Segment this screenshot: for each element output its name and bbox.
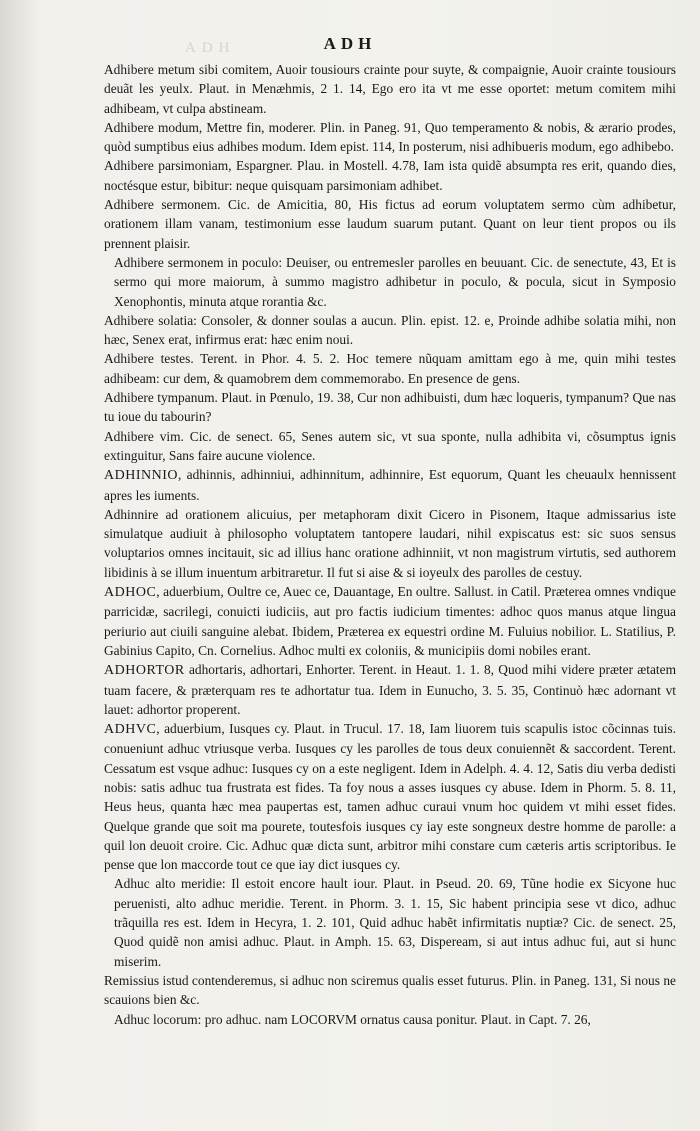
dictionary-entry: Adhuc alto meridie: Il estoit encore hault iour. Plaut. in Pseud. 20. 69, Tũne hodie ex Sicyone huc peruenisti, alto adhuc meridie. Terent. in Phorm. 3. 1. 15, Sic habent principia sese vt dico, adhuc trãquilla res est. Idem in Hecyra, 1. 2. 101, Quid adhuc habẽt infirmitatis nuptiæ? Cic. de senect. 25, Quod quidẽ non amisi adhuc. Plaut. in Amph. 15. 63, Dispeream, si aut intus adhuc fui, aut si hunc miserim.: [114, 876, 676, 969]
dictionary-entry: Adhibere vim. Cic. de senect. 65, Senes autem sic, vt sua sponte, nulla adhibita vi, cõsumptus ignis extinguitur, Sans faire aucune violence.: [104, 428, 676, 463]
dictionary-entry: Adhibere testes. Terent. in Phor. 4. 5. 2. Hoc temere nũquam amittam ego à me, quin mihi testes adhibeam: cur dem, & quamobrem dem commemorabo. En presence de gens.: [104, 351, 676, 386]
dictionary-entry: Adhibere parsimoniam, Espargner. Plau. in Mostell. 4.78, Iam ista quidẽ absumpta res erit, quando dies, noctésque estur, bibitur: neque quisquam parsimoniam adhibet.: [104, 158, 676, 193]
dictionary-entry: ADHINNIO, adhinnis, adhinniui, adhinnitum, adhinnire, Est equorum, Quant les cheuaulx hennissent apres les iuments.: [104, 467, 676, 503]
dictionary-entry: ADHOC, aduerbium, Oultre ce, Auec ce, Dauantage, En oultre. Sallust. in Catil. Præterea omnes vndique parricidæ, sacrilegi, conuicti iudiciis, aut pro factis iudicium timentes: adhoc quos manus atque lingua periurio aut ciuili sanguine alebat. Ibidem, Præterea ex equestri ordine M. Fuluius nobilior. L. Statilius, P. Gabinius Capito, Cn. Cornelius. Adhoc multi ex coloniis, & municipiis domi nobiles erant.: [104, 584, 676, 658]
dictionary-entry: Adhuc locorum: pro adhuc. nam LOCORVM ornatus causa ponitur. Plaut. in Capt. 7. 26,: [114, 1011, 591, 1027]
headword: ADHOC: [104, 585, 157, 601]
dictionary-entry: ADHVC, aduerbium, Iusques cy. Plaut. in Trucul. 17. 18, Iam liuorem tuis scapulis istoc cõcinnas tuis. conueniunt adhuc vtriusque verba. Iusques cy les parolles de tous deux conuiennẽt & saccordent. Terent. Cessatum est vsque adhuc: Iusques cy on a este negligent. Idem in Adelph. 4. 4. 12, Satis diu verba dedisti nobis: satis adhuc tua frustrata est fides. Ta foy nous a asses iusques cy abuse. Idem in Phorm. 5. 8. 11, Heus heus, quanta hæc mea paupertas est, tamen adhuc curaui vnum hoc quidem vt mihi esset fides. Quelque grande que soit ma pourete, toutesfois iusques cy iay este songneux destre homme de parolle: a quil lon deuoit croire. Cic. Adhuc quæ dicta sunt, arbitror mihi constare cum cæteris artis scriptoribus. Ie pense que lon maccorde tout ce que iay dict iusques cy.: [104, 721, 676, 873]
headword: ADHVC: [104, 722, 157, 738]
entries-column: [104, 60, 676, 1029]
headword: ADHINNIO: [104, 468, 178, 484]
headword: ADHORTOR: [104, 663, 185, 679]
running-head: ADH: [323, 34, 377, 53]
dictionary-entry: Remissius istud contenderemus, si adhuc non sciremus qualis esset futurus. Plin. in Paneg. 131, Si nous ne scauions bien &c.: [104, 972, 676, 1008]
dictionary-entry: Adhibere sermonem in poculo: Deuiser, ou entremesler parolles en beuuant. Cic. de senectute, 43, Et is sermo qui more maiorum, à summo magistro adhibetur in poculo, & pocula, sicut in Symposio Xenophontis, minuta atque rorantia &c.: [114, 254, 676, 309]
bleed-through-text: ADH: [185, 40, 236, 56]
dictionary-entry: Adhibere metum sibi comitem, Auoir tousiours crainte pour suyte, & compaignie, Auoir crainte tousiours deuãt les yeulx. Plaut. in Menæhmis, 2 1. 14, Ego ero ita vt me esse oportet: metum comitem mihi adhibeam, vt culpa abstineam.: [104, 62, 676, 116]
dictionary-entry: Adhibere sermonem. Cic. de Amicitia, 80, His fictus ad eorum voluptatem sermo cùm adhibetur, orationem illam vanam, testimonium esse laudum suarum putant. Quant on leur tient propos ou ils prennent plaisir.: [104, 197, 676, 251]
dictionary-entry: Adhinnire ad orationem alicuius, per metaphoram dixit Cicero in Pisonem, Itaque admissarius iste simulatque audiuit à philosopho voluptatem tantopere laudari, nihil expiscatus est: sic suos sensus voluptarios omnes incitauit, sic ad illius hanc oratione adhinniit, vt non magistrum virtutis, sed authorem libidinis à se illum inuentum arbitraretur. Il fut si aise & si ioyeulx des parolles de cestuy.: [104, 506, 676, 580]
dictionary-entry: ADHORTOR adhortaris, adhortari, Enhorter. Terent. in Heaut. 1. 1. 8, Quod mihi videre præter ætatem tuam facere, & præterquam res te adhortatur tua. Idem in Eunucho, 3. 5. 35, Continuò hæc adornant vt lauet: adhortor properent.: [104, 662, 676, 717]
dictionary-entry: Adhibere modum, Mettre fin, moderer. Plin. in Paneg. 91, Quo temperamento & nobis, & ærario prodes, quòd sumptibus eius adhibes modum. Idem epist. 114, In posterum, nisi adhibueris modum, ego adhibebo.: [104, 119, 676, 155]
dictionary-entry: Adhibere tympanum. Plaut. in Pœnulo, 19. 38, Cur non adhibuisti, dum hæc loqueris, tympanum? Que nas tu ioue du tabourin?: [104, 390, 676, 425]
dictionary-entry: Adhibere solatia: Consoler, & donner soulas a aucun. Plin. epist. 12. e, Proinde adhibe solatia mihi, non hæc, Senex erat, infirmus erat: hæc enim noui.: [104, 312, 676, 348]
